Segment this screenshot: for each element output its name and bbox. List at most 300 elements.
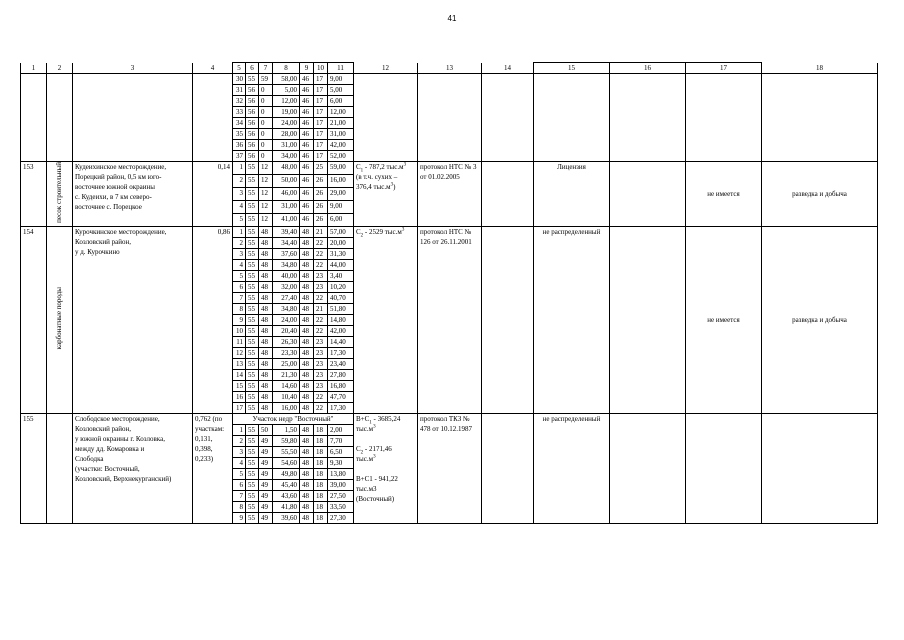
coordinate-cell: 59,00 — [328, 162, 354, 175]
coordinate-cell: 30 — [233, 74, 246, 85]
coordinate-cell: 7 — [233, 292, 246, 303]
coordinate-cell: 21,00 — [328, 118, 354, 129]
material-type — [47, 162, 73, 227]
coordinate-cell: 16 — [233, 391, 246, 402]
text-line: Порецкий район, 0,5 км юго- — [75, 173, 162, 181]
text-fragment: 1 — [369, 420, 372, 426]
coordinate-cell: 3 — [233, 248, 246, 259]
coordinate-cell: 4 — [233, 200, 246, 213]
coordinate-cell: 55 — [246, 402, 259, 413]
column-16-cell — [610, 413, 686, 523]
text-fragment: 3 — [390, 182, 394, 188]
text-fragment: C — [356, 444, 361, 453]
coordinate-cell: 55 — [246, 281, 259, 292]
coordinate-cell: 17 — [314, 129, 328, 140]
coordinate-cell: 14,40 — [328, 336, 354, 347]
coordinate-cell: 1 — [233, 162, 246, 175]
coordinate-cell: 48 — [300, 490, 314, 501]
table-row — [21, 162, 878, 175]
coordinate-cell: 18 — [314, 490, 328, 501]
col-header: 10 — [314, 63, 328, 74]
deposit-name — [73, 226, 193, 413]
col-header: 13 — [418, 63, 482, 74]
coordinate-cell: 48 — [300, 457, 314, 468]
deposit-name — [73, 413, 193, 523]
text-line: Козловский район, — [75, 237, 131, 246]
coordinate-cell: 46 — [300, 107, 314, 118]
entry-number: 154 — [21, 226, 47, 413]
coordinate-cell: 46 — [300, 140, 314, 151]
coordinate-cell: 48 — [300, 369, 314, 380]
coordinate-cell: 48 — [300, 259, 314, 270]
column-16-cell — [610, 226, 686, 413]
coordinate-cell: 49 — [259, 468, 273, 479]
coordinate-cell: 10 — [233, 325, 246, 336]
coordinate-cell: 48 — [300, 237, 314, 248]
coordinate-cell: 0 — [259, 151, 273, 162]
coordinate-cell: 55 — [246, 457, 259, 468]
material-label: песок строительный — [55, 162, 63, 223]
text-fragment: тыс.м — [356, 454, 374, 463]
coordinate-cell: 55 — [246, 446, 259, 457]
coordinate-cell: 9,30 — [328, 457, 354, 468]
coordinate-cell: 48 — [259, 380, 273, 391]
column-14-cell — [482, 226, 534, 413]
coordinate-cell: 48 — [259, 248, 273, 259]
coordinate-cell: 0 — [259, 85, 273, 96]
text-line: 0,131, — [195, 434, 213, 443]
coordinate-cell: 17 — [314, 74, 328, 85]
coordinate-cell: 24,00 — [273, 118, 300, 129]
coordinate-cell: 57,00 — [328, 226, 354, 237]
coordinate-cell: 47,70 — [328, 391, 354, 402]
subarea-title: Участок недр "Восточный" — [233, 413, 354, 424]
coordinate-cell: 5,00 — [273, 85, 300, 96]
col-header: 3 — [73, 63, 193, 74]
coordinate-cell: 37,60 — [273, 248, 300, 259]
coordinate-cell: 34,00 — [273, 151, 300, 162]
coordinate-cell: 8 — [233, 501, 246, 512]
coordinate-cell: 34,40 — [273, 237, 300, 248]
coordinate-cell: 48 — [259, 369, 273, 380]
coordinate-cell: 46 — [300, 118, 314, 129]
coordinate-cell: 10,40 — [273, 391, 300, 402]
text-line: (участки: Восточный, — [75, 464, 140, 473]
area-value: 0,86 — [193, 226, 233, 413]
other-licenses: не имеется — [686, 226, 762, 413]
coordinate-cell: 48 — [259, 303, 273, 314]
coordinate-cell: 21,30 — [273, 369, 300, 380]
reserves-cell — [354, 413, 418, 523]
text-fragment: (Восточный) — [356, 494, 395, 503]
coordinate-cell: 48 — [300, 446, 314, 457]
table-row — [21, 74, 878, 85]
coordinate-cell: 22 — [314, 402, 328, 413]
coordinate-cell: 27,80 — [328, 369, 354, 380]
coordinate-cell: 55 — [246, 174, 259, 187]
coordinate-cell: 48 — [300, 314, 314, 325]
col-header: 11 — [328, 63, 354, 74]
coordinate-cell: 39,40 — [273, 226, 300, 237]
col-header: 4 — [193, 63, 233, 74]
coordinate-cell: 55 — [246, 237, 259, 248]
col-header: 17 — [686, 63, 762, 74]
coordinate-cell: 12,00 — [273, 96, 300, 107]
entry-number: 155 — [21, 413, 47, 523]
col-header: 8 — [273, 63, 300, 74]
coordinate-cell: 40,70 — [328, 292, 354, 303]
coordinate-cell: 46 — [300, 129, 314, 140]
coordinate-cell: 55 — [246, 270, 259, 281]
text-fragment: ) — [393, 183, 396, 191]
coordinate-cell: 43,60 — [273, 490, 300, 501]
coordinate-cell: 12 — [259, 162, 273, 175]
col-header: 6 — [246, 63, 259, 74]
coordinate-cell: 22 — [314, 325, 328, 336]
coordinate-cell: 3 — [233, 187, 246, 200]
coordinate-cell: 1 — [233, 424, 246, 435]
coordinate-cell: 55 — [246, 325, 259, 336]
coordinate-cell: 29,00 — [328, 187, 354, 200]
coordinate-cell: 34,80 — [273, 259, 300, 270]
coordinate-cell: 5,00 — [328, 85, 354, 96]
coordinate-cell: 4 — [233, 259, 246, 270]
col-header: 9 — [300, 63, 314, 74]
coordinate-cell: 23,30 — [273, 347, 300, 358]
coordinate-cell: 59,80 — [273, 435, 300, 446]
text-line: у д. Курочкино — [75, 247, 120, 256]
col-header: 16 — [610, 63, 686, 74]
coordinate-cell: 42,00 — [328, 140, 354, 151]
coordinate-cell: 48 — [259, 402, 273, 413]
other-licenses — [686, 413, 762, 523]
col-header: 5 — [233, 63, 246, 74]
column-14-cell — [482, 162, 534, 227]
coordinate-cell: 49 — [259, 457, 273, 468]
coordinate-cell: 26 — [314, 174, 328, 187]
table-row — [21, 226, 878, 237]
coordinate-cell: 21 — [314, 226, 328, 237]
coordinate-cell: 24,00 — [273, 314, 300, 325]
coordinate-cell: 42,00 — [328, 325, 354, 336]
coordinate-cell: 48 — [259, 347, 273, 358]
coordinate-cell: 55 — [246, 347, 259, 358]
text-line: Курочкинское месторождение, — [75, 227, 167, 236]
col-header: 18 — [762, 63, 878, 74]
text-line: у южной окраины г. Козловка, — [75, 434, 165, 443]
coordinate-cell: 48 — [259, 336, 273, 347]
text-line: с. Кудеихи, в 7 км северо- — [75, 193, 152, 201]
coordinate-cell: 32,00 — [273, 281, 300, 292]
text-fragment: B+C — [356, 414, 370, 423]
coordinate-cell: 55 — [246, 490, 259, 501]
col-header: 12 — [354, 63, 418, 74]
coordinate-cell: 23 — [314, 358, 328, 369]
material-type — [47, 413, 73, 523]
coordinate-cell: 17 — [314, 107, 328, 118]
coordinate-cell: 56 — [246, 118, 259, 129]
coordinate-cell: 46 — [300, 174, 314, 187]
license-status: Лицензия — [534, 162, 610, 227]
text-fragment: тыс.м3 — [356, 484, 377, 493]
coordinate-cell: 55 — [246, 200, 259, 213]
material-type — [47, 226, 73, 413]
coordinate-cell: 6 — [233, 479, 246, 490]
coordinate-cell: 18 — [314, 512, 328, 523]
entry-number: 153 — [21, 162, 47, 227]
area-value: 0,14 — [193, 162, 233, 227]
coordinate-cell: 6,00 — [328, 96, 354, 107]
table-cell — [534, 74, 610, 162]
coordinate-cell: 48 — [300, 391, 314, 402]
protocol-cell: протокол ТКЗ № 478 от 10.12.1987 — [418, 413, 482, 523]
text-fragment: - 2529 тыс.м — [363, 227, 402, 236]
coordinate-cell: 20,00 — [328, 237, 354, 248]
coordinate-cell: 17 — [314, 140, 328, 151]
coordinate-cell: 48 — [300, 479, 314, 490]
coordinate-cell: 2,00 — [328, 424, 354, 435]
coordinate-cell: 26,30 — [273, 336, 300, 347]
column-number-row — [21, 63, 878, 74]
coordinate-cell: 51,80 — [328, 303, 354, 314]
other-licenses: не имеется — [686, 162, 762, 227]
coordinate-cell: 48 — [259, 358, 273, 369]
text-fragment: - 787,2 тыс.м — [363, 163, 404, 171]
coordinate-cell: 0 — [259, 118, 273, 129]
coordinate-cell: 23,40 — [328, 358, 354, 369]
col-header: 1 — [21, 63, 47, 74]
coordinate-cell: 49 — [259, 479, 273, 490]
coordinate-cell: 48 — [300, 468, 314, 479]
coordinate-cell: 22 — [314, 259, 328, 270]
text-line: Козловский, Верхнекурганский) — [75, 474, 172, 483]
coordinate-cell: 56 — [246, 140, 259, 151]
coordinate-cell: 55,50 — [273, 446, 300, 457]
coordinate-cell: 48 — [259, 281, 273, 292]
text-fragment: 1 — [360, 168, 364, 174]
coordinate-cell: 48 — [259, 292, 273, 303]
coordinate-cell: 48 — [300, 435, 314, 446]
coordinate-cell: 48 — [259, 259, 273, 270]
coordinate-cell: 31 — [233, 85, 246, 96]
coordinate-cell: 48 — [259, 314, 273, 325]
text-line: участкам: — [195, 424, 225, 433]
coordinate-cell: 16,80 — [328, 380, 354, 391]
coordinate-cell: 48 — [300, 248, 314, 259]
coordinate-cell: 22 — [314, 292, 328, 303]
reserves-cell — [354, 162, 418, 227]
coordinate-cell: 4 — [233, 457, 246, 468]
coordinate-cell: 9,00 — [328, 200, 354, 213]
coordinate-cell: 44,00 — [328, 259, 354, 270]
coordinate-cell: 22 — [314, 237, 328, 248]
text-fragment: 3 — [373, 424, 376, 430]
text-line: 0,762 (по — [195, 414, 223, 423]
coordinate-cell: 48 — [300, 325, 314, 336]
coordinate-cell: 46 — [300, 151, 314, 162]
table-cell — [193, 74, 233, 162]
table-cell — [418, 74, 482, 162]
coordinate-cell: 26 — [314, 187, 328, 200]
coordinate-cell: 31,00 — [328, 129, 354, 140]
coordinate-cell: 21 — [314, 303, 328, 314]
coordinate-cell: 6,50 — [328, 446, 354, 457]
coordinate-cell: 56 — [246, 107, 259, 118]
coordinate-cell: 27,50 — [328, 490, 354, 501]
text-line: восточнее с. Порецкое — [75, 203, 142, 211]
coordinate-cell: 48 — [300, 402, 314, 413]
col-header: 15 — [534, 63, 610, 74]
coordinate-cell: 59 — [259, 74, 273, 85]
coordinate-cell: 37 — [233, 151, 246, 162]
coordinate-cell: 48 — [259, 226, 273, 237]
coordinate-cell: 55 — [246, 259, 259, 270]
coordinate-cell: 45,40 — [273, 479, 300, 490]
coordinate-cell: 48 — [300, 292, 314, 303]
text-fragment: 3 — [403, 162, 407, 168]
coordinate-cell: 12 — [259, 200, 273, 213]
table-body — [21, 63, 878, 524]
coordinate-cell: 13,80 — [328, 468, 354, 479]
coordinate-cell: 5 — [233, 468, 246, 479]
coordinate-cell: 50 — [259, 424, 273, 435]
coordinate-cell: 17 — [314, 96, 328, 107]
coordinate-cell: 17 — [314, 118, 328, 129]
coordinate-cell: 31,00 — [273, 140, 300, 151]
area-value — [193, 413, 233, 523]
coordinate-cell: 56 — [246, 96, 259, 107]
coordinate-cell: 55 — [246, 303, 259, 314]
coordinate-cell: 17,30 — [328, 402, 354, 413]
text-fragment: 2 — [360, 450, 364, 456]
coordinate-cell: 48 — [300, 303, 314, 314]
coordinate-cell: 23 — [314, 380, 328, 391]
page-number: 41 — [447, 14, 457, 23]
coordinate-cell: 55 — [246, 248, 259, 259]
coordinate-cell: 55 — [246, 435, 259, 446]
coordinate-cell: 2 — [233, 237, 246, 248]
text-fragment: C — [356, 227, 361, 236]
coordinate-cell: 46 — [300, 96, 314, 107]
coordinate-cell: 31,00 — [273, 200, 300, 213]
coordinate-cell: 55 — [246, 213, 259, 226]
coordinate-cell: 23 — [314, 347, 328, 358]
purpose-cell: разведка и добыча — [762, 226, 878, 413]
table-cell — [21, 74, 47, 162]
coordinate-cell: 33,50 — [328, 501, 354, 512]
deposits-register-table — [20, 62, 878, 524]
coordinate-cell: 22 — [314, 314, 328, 325]
coordinate-cell: 55 — [246, 74, 259, 85]
coordinate-cell: 23 — [314, 281, 328, 292]
coordinate-cell: 33 — [233, 107, 246, 118]
coordinate-cell: 10,20 — [328, 281, 354, 292]
coordinate-cell: 17 — [314, 85, 328, 96]
coordinate-cell: 26 — [314, 213, 328, 226]
coordinate-cell: 55 — [246, 479, 259, 490]
coordinate-cell: 22 — [314, 391, 328, 402]
text-fragment: 3 — [401, 227, 405, 233]
coordinate-cell: 48 — [300, 281, 314, 292]
coordinate-cell: 14,60 — [273, 380, 300, 391]
coordinate-cell: 48 — [300, 380, 314, 391]
coordinate-cell: 55 — [246, 424, 259, 435]
coordinate-cell: 31,30 — [328, 248, 354, 259]
coordinate-cell: 56 — [246, 85, 259, 96]
table-cell — [73, 74, 193, 162]
coordinate-cell: 0 — [259, 129, 273, 140]
coordinate-cell: 55 — [246, 292, 259, 303]
coordinate-cell: 16,00 — [328, 174, 354, 187]
coordinate-cell: 18 — [314, 446, 328, 457]
coordinate-cell: 55 — [246, 468, 259, 479]
coordinate-cell: 55 — [246, 187, 259, 200]
coordinate-cell: 49 — [259, 446, 273, 457]
coordinate-cell: 55 — [246, 162, 259, 175]
coordinate-cell: 17,30 — [328, 347, 354, 358]
coordinate-cell: 54,60 — [273, 457, 300, 468]
coordinate-cell: 32 — [233, 96, 246, 107]
coordinate-cell: 12,00 — [328, 107, 354, 118]
coordinate-cell: 18 — [314, 457, 328, 468]
coordinate-cell: 48 — [259, 237, 273, 248]
text-line: Козловский район, — [75, 424, 131, 433]
coordinate-cell: 48 — [300, 424, 314, 435]
coordinate-cell: 9,00 — [328, 74, 354, 85]
col-header: 2 — [47, 63, 73, 74]
coordinate-cell: 55 — [246, 336, 259, 347]
coordinate-cell: 2 — [233, 174, 246, 187]
coordinate-cell: 34 — [233, 118, 246, 129]
coordinate-cell: 9 — [233, 512, 246, 523]
coordinate-cell: 27,30 — [328, 512, 354, 523]
coordinate-cell: 2 — [233, 435, 246, 446]
coordinate-cell: 25 — [314, 162, 328, 175]
coordinate-cell: 3,40 — [328, 270, 354, 281]
coordinate-cell: 36 — [233, 140, 246, 151]
coordinate-cell: 27,40 — [273, 292, 300, 303]
coordinate-cell: 28,00 — [273, 129, 300, 140]
coordinate-cell: 12 — [259, 187, 273, 200]
text-line: восточнее южной окраины — [75, 183, 155, 191]
coordinate-cell: 1 — [233, 226, 246, 237]
coordinate-cell: 58,00 — [273, 74, 300, 85]
coordinate-cell: 46 — [300, 85, 314, 96]
coordinate-cell: 46 — [300, 200, 314, 213]
coordinate-cell: 18 — [314, 501, 328, 512]
coordinate-cell: 48 — [300, 501, 314, 512]
text-fragment: 376,4 тыс.м — [356, 183, 391, 191]
reserves-cell — [354, 226, 418, 413]
table-row — [21, 413, 878, 424]
text-fragment: - 2171,46 — [363, 444, 392, 453]
coordinate-cell: 55 — [246, 314, 259, 325]
column-14-cell — [482, 413, 534, 523]
coordinate-cell: 0 — [259, 107, 273, 118]
text-fragment: 2 — [360, 233, 364, 239]
table-cell — [610, 74, 686, 162]
coordinate-cell: 48 — [300, 270, 314, 281]
coordinate-cell: 9 — [233, 314, 246, 325]
text-fragment: B+C1 - 941,22 — [356, 474, 398, 483]
coordinate-cell: 12 — [259, 213, 273, 226]
coordinate-cell: 23 — [314, 336, 328, 347]
text-line: между дд. Комаровка и — [75, 444, 145, 453]
coordinate-cell: 56 — [246, 151, 259, 162]
coordinate-cell: 6 — [233, 281, 246, 292]
text-fragment: 3 — [373, 454, 376, 460]
text-line: 0,233) — [195, 454, 214, 463]
